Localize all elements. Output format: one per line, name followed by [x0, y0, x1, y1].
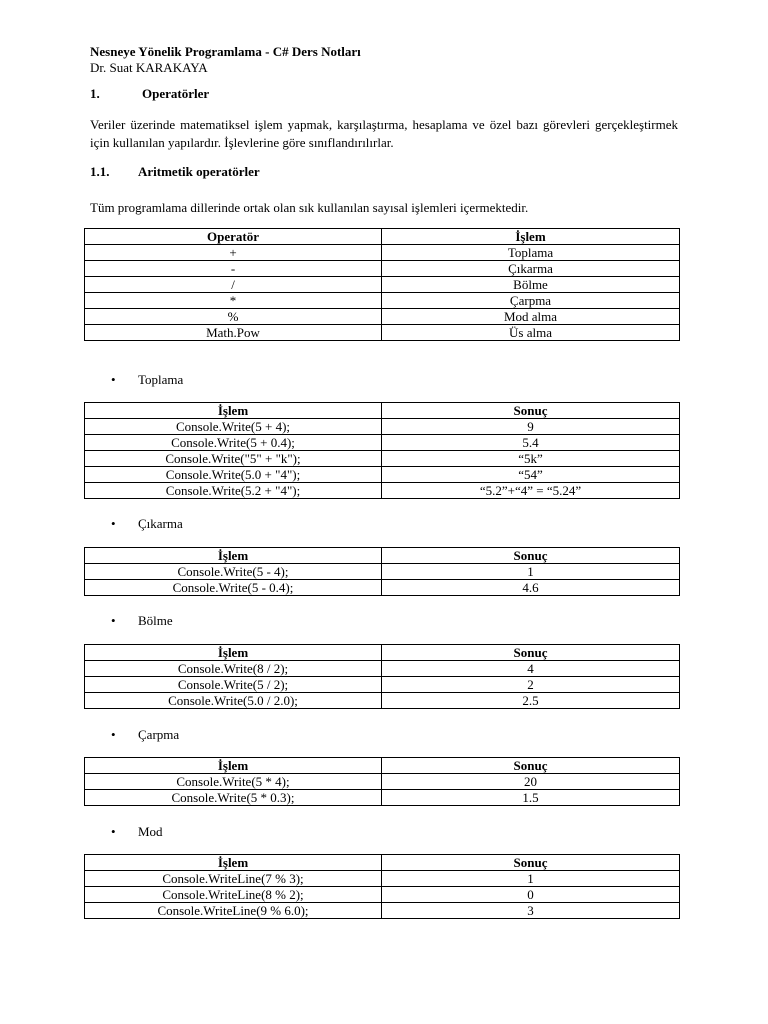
table-cell: Console.Write(8 / 2);: [85, 661, 382, 677]
column-header: Sonuç: [382, 645, 680, 661]
table-cell: %: [85, 309, 382, 325]
table-cell: 1: [382, 871, 680, 887]
column-header: İşlem: [85, 645, 382, 661]
table-cell: 4.6: [382, 580, 680, 596]
section-1-1-text: Tüm programlama dillerinde ortak olan sık kullanılan sayısal işlemleri içermektedir.: [90, 200, 529, 215]
table-cell: Çıkarma: [382, 261, 680, 277]
table-cell: 1: [382, 564, 680, 580]
table-cell: “5k”: [382, 451, 680, 467]
table-row: [85, 277, 680, 293]
table-cell: Bölme: [382, 277, 680, 293]
table-row: [85, 693, 680, 709]
bullet-label: Çarpma: [138, 727, 180, 742]
table-cell: Math.Pow: [85, 325, 382, 341]
table-header-row: [85, 229, 680, 245]
table-cell: Console.Write(5 / 2);: [85, 677, 382, 693]
section-1-1-number: 1.1.: [90, 164, 110, 179]
toplama-table: [84, 402, 680, 499]
table-cell: Üs alma: [382, 325, 680, 341]
table-cell: Console.Write(5 + 0.4);: [85, 435, 382, 451]
table-header-row: [85, 403, 680, 419]
bullet-icon: [111, 824, 138, 840]
table-row: [85, 903, 680, 919]
table-cell: 2: [382, 677, 680, 693]
table-cell: Mod alma: [382, 309, 680, 325]
table-row: [85, 325, 680, 341]
table-row: [85, 293, 680, 309]
bullet-label: Bölme: [138, 613, 173, 628]
operators-table: [84, 228, 680, 341]
table-cell: Console.Write("5" + "k");: [85, 451, 382, 467]
bullet-carpma: [111, 727, 179, 743]
column-header: Sonuç: [382, 758, 680, 774]
table-row: [85, 677, 680, 693]
table-row: [85, 435, 680, 451]
bullet-icon: [111, 372, 138, 388]
table-cell: “54”: [382, 467, 680, 483]
column-header: Sonuç: [382, 403, 680, 419]
table-row: [85, 309, 680, 325]
table-cell: “5.2”+“4” = “5.24”: [382, 483, 680, 499]
section-1-heading: [90, 86, 209, 102]
table-cell: /: [85, 277, 382, 293]
column-header: Operatör: [85, 229, 382, 245]
section-1-1-heading: [90, 164, 260, 180]
table-cell: *: [85, 293, 382, 309]
column-header: İşlem: [85, 548, 382, 564]
column-header: Sonuç: [382, 548, 680, 564]
table-row: [85, 467, 680, 483]
table-header-row: [85, 758, 680, 774]
bullet-cikarma: [111, 516, 183, 532]
table-cell: Toplama: [382, 245, 680, 261]
table-cell: Console.Write(5.0 + "4");: [85, 467, 382, 483]
table-cell: 0: [382, 887, 680, 903]
bullet-icon: [111, 516, 138, 532]
author-name: Dr. Suat KARAKAYA: [90, 60, 208, 75]
column-header: Sonuç: [382, 855, 680, 871]
bullet-bolme: [111, 613, 173, 629]
table-header-row: [85, 645, 680, 661]
table-cell: Çarpma: [382, 293, 680, 309]
table-row: [85, 580, 680, 596]
bullet-label: Çıkarma: [138, 516, 183, 531]
table-cell: Console.WriteLine(7 % 3);: [85, 871, 382, 887]
table-cell: 5.4: [382, 435, 680, 451]
column-header: İşlem: [85, 758, 382, 774]
table-cell: 3: [382, 903, 680, 919]
table-cell: Console.Write(5 + 4);: [85, 419, 382, 435]
section-1-title: Operatörler: [142, 86, 210, 101]
mod-table: [84, 854, 680, 919]
table-header-row: [85, 548, 680, 564]
section-1-number: 1.: [90, 86, 100, 101]
table-cell: Console.WriteLine(9 % 6.0);: [85, 903, 382, 919]
table-cell: Console.Write(5.0 / 2.0);: [85, 693, 382, 709]
table-cell: 1.5: [382, 790, 680, 806]
table-header-row: [85, 855, 680, 871]
table-row: [85, 887, 680, 903]
table-cell: Console.Write(5 - 0.4);: [85, 580, 382, 596]
table-row: [85, 871, 680, 887]
table-cell: Console.Write(5 * 0.3);: [85, 790, 382, 806]
table-cell: Console.Write(5.2 + "4");: [85, 483, 382, 499]
table-cell: Console.Write(5 * 4);: [85, 774, 382, 790]
table-row: [85, 564, 680, 580]
table-cell: 2.5: [382, 693, 680, 709]
bolme-table: [84, 644, 680, 709]
section-1-1-title: Aritmetik operatörler: [138, 164, 260, 179]
table-cell: Console.WriteLine(8 % 2);: [85, 887, 382, 903]
table-row: [85, 790, 680, 806]
document-title: Nesneye Yönelik Programlama - C# Ders Notları: [90, 44, 361, 59]
table-cell: Console.Write(5 - 4);: [85, 564, 382, 580]
cikarma-table: [84, 547, 680, 596]
table-row: [85, 483, 680, 499]
column-header: İşlem: [85, 403, 382, 419]
intro-paragraph: Veriler üzerinde matematiksel işlem yapmak, karşılaştırma, hesaplama ve özel bazı görevleri gerçekleştirmek için kullanılan yapılardır. İşlevlerine göre sınıflandırılırlar.: [90, 117, 678, 150]
bullet-toplama: [111, 372, 183, 388]
table-cell: +: [85, 245, 382, 261]
bullet-mod: [111, 824, 163, 840]
table-row: [85, 451, 680, 467]
table-row: [85, 661, 680, 677]
table-row: [85, 245, 680, 261]
bullet-label: Mod: [138, 824, 163, 839]
table-cell: 20: [382, 774, 680, 790]
carpma-table: [84, 757, 680, 806]
table-row: [85, 419, 680, 435]
table-row: [85, 774, 680, 790]
column-header: İşlem: [382, 229, 680, 245]
column-header: İşlem: [85, 855, 382, 871]
table-row: [85, 261, 680, 277]
table-cell: 9: [382, 419, 680, 435]
bullet-icon: [111, 727, 138, 743]
bullet-label: Toplama: [138, 372, 184, 387]
table-cell: -: [85, 261, 382, 277]
table-cell: 4: [382, 661, 680, 677]
bullet-icon: [111, 613, 138, 629]
